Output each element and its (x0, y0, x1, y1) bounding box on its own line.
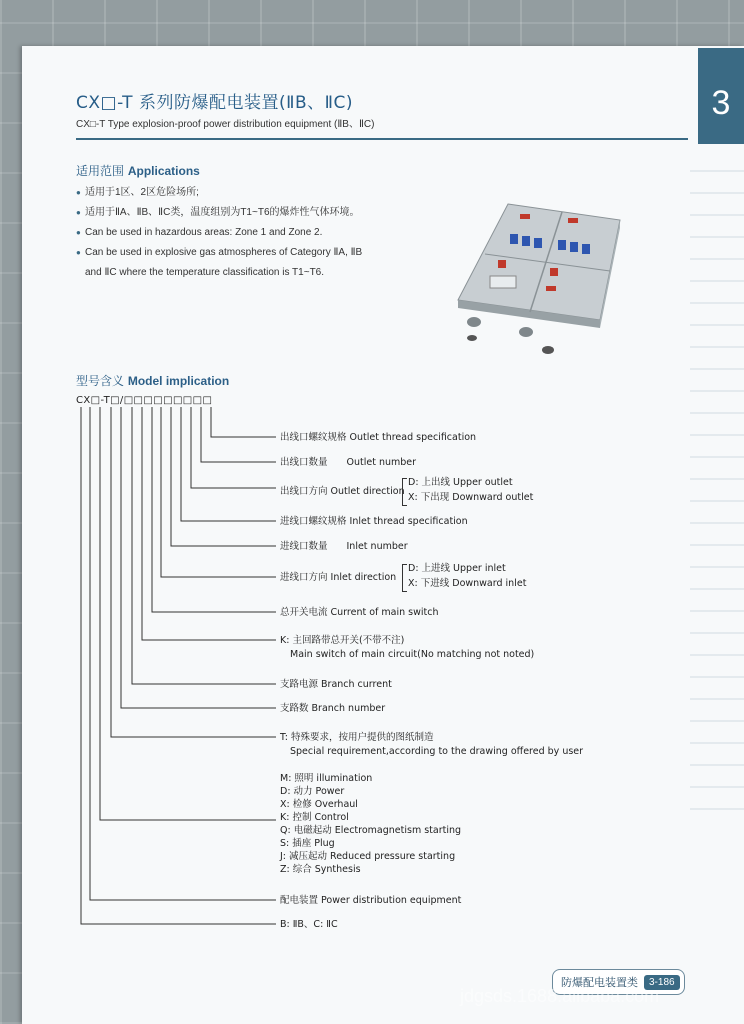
label-use-k: K: 控制 Control (280, 812, 349, 823)
applications-heading-cn: 适用范围 (76, 164, 125, 178)
page-subtitle: CX□-T Type explosion-proof power distribution equipment (ⅡB、ⅡC) (76, 119, 375, 130)
label-use-z: Z: 综合 Synthesis (280, 864, 361, 875)
label-use-m: M: 照明 illumination (280, 773, 373, 784)
label-main-switch-note: Main switch of main circuit(No matching not noted) (290, 649, 535, 660)
label-outlet-up: D: 上出线 Upper outlet (408, 477, 513, 488)
page-title: CX□-T 系列防爆配电装置(ⅡB、ⅡC) (76, 93, 353, 113)
label-use-q: Q: 电磁起动 Electromagnetism starting (280, 825, 462, 836)
label-main-switch-k: K: 主回路带总开关(不带不注) (280, 635, 405, 646)
watermark: jdgsds.1688.alibaba.com (460, 986, 660, 1006)
model-heading-cn: 型号含义 (76, 374, 125, 388)
label-main-switch-current: 总开关电流 Current of main switch (280, 607, 439, 618)
list-item: ● 适用于ⅡA、ⅡB、ⅡC类，温度组别为T1~T6的爆炸性气体环境。 (76, 203, 366, 223)
footer-category: 防爆配电装置类 (561, 976, 638, 989)
label-outlet-thread: 出线口螺纹规格 Outlet thread specification (280, 432, 477, 443)
list-item: ● 适用于1区、2区危险场所; (76, 183, 366, 203)
footer-page-number: 3-186 (644, 975, 680, 990)
inlet-brace (402, 564, 407, 592)
label-use-s: S: 插座 Plug (280, 838, 335, 849)
label-use-j: J: 减压起动 Reduced pressure starting (280, 851, 456, 862)
list-item: ● Can be used in hazardous areas: Zone 1 and Zone 2. (76, 223, 366, 243)
label-inlet-direction: 进线口方向 Inlet direction (280, 572, 397, 583)
label-inlet-down: X: 下进线 Downward inlet (408, 578, 527, 589)
list-item: ● Can be used in explosive gas atmospheres of Category ⅡA, ⅡB and ⅡC where the temperature classification is T1~T6. (76, 243, 366, 283)
label-use-d: D: 动力 Power (280, 786, 345, 797)
label-branch-current: 支路电源 Branch current (280, 679, 392, 690)
outlet-brace (402, 478, 407, 506)
label-gas-group: B: ⅡB、C: ⅡC (280, 919, 338, 930)
label-distribution-equipment: 配电装置 Power distribution equipment (280, 895, 462, 906)
chapter-tab: 3 (698, 48, 744, 144)
label-inlet-number: 进线口数量 Inlet number (280, 541, 408, 552)
label-special-t: T: 特殊要求，按用户提供的图纸制造 (280, 732, 434, 743)
label-outlet-down: X: 下出现 Downward outlet (408, 492, 534, 503)
model-heading-en: Model implication (127, 374, 230, 388)
label-outlet-number: 出线口数量 Outlet number (280, 457, 417, 468)
model-code: CX□-T□/□□□□□□□□□ (76, 395, 213, 406)
label-branch-number: 支路数 Branch number (280, 703, 386, 714)
label-inlet-thread: 进线口螺纹规格 Inlet thread specification (280, 516, 468, 527)
applications-heading-en: Applications (127, 164, 200, 178)
label-outlet-direction: 出线口方向 Outlet direction (280, 486, 405, 497)
label-inlet-up: D: 上进线 Upper inlet (408, 563, 506, 574)
label-use-x: X: 检修 Overhaul (280, 799, 358, 810)
label-special-note: Special requirement,according to the drawing offered by user (290, 746, 584, 757)
